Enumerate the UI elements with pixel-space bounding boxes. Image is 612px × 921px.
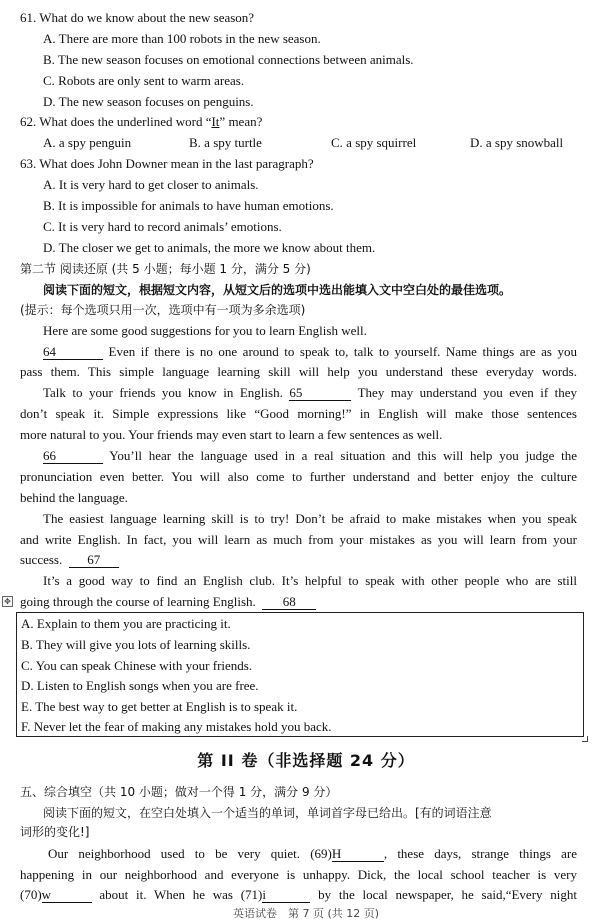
passage-p2-line1: Talk to your friends you know in English. 65 They may understand you even if they bbox=[43, 385, 578, 400]
section2-hint: (提示：每个选项只用一次，选项中有一项为多余选项) bbox=[20, 303, 306, 317]
passage-p1-line2: pass them. This simple language learning skill will help you understand these everyday words. bbox=[20, 364, 577, 379]
passage-p4-line3: success. 67 bbox=[20, 552, 119, 568]
section5-instruction-line2: 词形的变化!] bbox=[20, 825, 90, 839]
part2-heading: 第 II 卷（非选择题 24 分） bbox=[197, 751, 415, 770]
choice-f: F. Never let the fear of making any mistakes hold you back. bbox=[21, 719, 332, 734]
passage-p2-line3: more natural to you. Your friends may even start to learn a few sentences as well. bbox=[20, 427, 443, 442]
q61-option-c: C. Robots are only sent to warm areas. bbox=[43, 73, 245, 88]
q62-options-row bbox=[0, 135, 612, 151]
q63-option-c: C. It is very hard to record animals’ emotions. bbox=[43, 219, 282, 234]
section5-instruction-line1: 阅读下面的短文，在空白处填入一个适当的单词，单词首字母已给出。[有的词语注意 bbox=[43, 806, 492, 820]
page-footer: 英语试卷 第 7 页 (共 12 页) bbox=[232, 907, 380, 920]
q62-option-b: B. a spy turtle bbox=[189, 135, 262, 150]
choice-b: B. They will give you lots of learning skills. bbox=[21, 637, 251, 652]
passage-p2-line2: don’t speak it. Simple expressions like “Good morning!” in English will make those sentences bbox=[20, 406, 577, 421]
section2-instruction: 阅读下面的短文，根据短文内容，从短文后的选项中选出能填入文中空白处的最佳选项。 bbox=[43, 283, 512, 297]
table-resize-corner[interactable] bbox=[582, 736, 588, 742]
cloze-line2: happening in our neighborhood and everyone is unhappy. Dick, the local school teacher is very bbox=[20, 867, 577, 882]
blank-66: 66 bbox=[43, 449, 103, 464]
cloze-line1: Our neighborhood used to be very quiet. (69)H , these days, strange things are bbox=[48, 846, 578, 861]
q62-option-a: A. a spy penguin bbox=[43, 135, 132, 150]
blank-64: 64 bbox=[43, 345, 103, 360]
q61-stem: 61. What do we know about the new season? bbox=[20, 10, 255, 25]
q61-option-d: D. The new season focuses on penguins. bbox=[43, 94, 254, 109]
q62-option-d: D. a spy snowball bbox=[470, 135, 564, 150]
blank-67: 67 bbox=[69, 553, 119, 568]
section2-title: 第二节 阅读还原 (共 5 小题；每小题 1 分，满分 5 分) bbox=[20, 262, 311, 276]
choice-d: D. Listen to English songs when you are free. bbox=[21, 678, 259, 693]
passage-p5-line1: It’s a good way to find an English club. It’s helpful to speak with other people who are still bbox=[43, 573, 577, 588]
cloze-line3: (70)w about it. When he was (71)i by the local newspaper, he said,“Every night bbox=[20, 887, 577, 902]
choice-e: E. The best way to get better at English is to speak it. bbox=[21, 699, 298, 714]
blank-65: 65 bbox=[289, 386, 351, 401]
q62-option-c: C. a spy squirrel bbox=[331, 135, 417, 150]
q63-option-b: B. It is impossible for animals to have human emotions. bbox=[43, 198, 334, 213]
q62-stem: 62. What does the underlined word “It” mean? bbox=[20, 114, 263, 129]
passage-p4-line1: The easiest language learning skill is to try! Don’t be afraid to make mistakes when you speak bbox=[43, 511, 577, 526]
underlined-word: It bbox=[211, 114, 220, 129]
passage-p1-line1: 64 Even if there is no one around to speak to, talk to yourself. Name things are as you bbox=[43, 344, 577, 359]
choice-a: A. Explain to them you are practicing it. bbox=[21, 616, 231, 631]
passage-p3-line3: behind the language. bbox=[20, 490, 128, 505]
blank-69: H bbox=[332, 847, 384, 862]
choices-box bbox=[16, 612, 584, 737]
passage-p3-line2: pronunciation even better. You will also come to further understand and better enjoy the culture bbox=[20, 469, 577, 484]
q61-option-b: B. The new season focuses on emotional connections between animals. bbox=[43, 52, 414, 67]
blank-68: 68 bbox=[262, 595, 316, 610]
q63-stem: 63. What does John Downer mean in the last paragraph? bbox=[20, 156, 314, 171]
passage-p4-line2: and write English. In fact, you will learn as much from your mistakes as you will learn from your bbox=[20, 532, 577, 547]
q63-option-d: D. The closer we get to animals, the more we know about them. bbox=[43, 240, 376, 255]
passage-p5-line2: going through the course of learning English. 68 bbox=[20, 594, 316, 610]
choice-c: C. You can speak Chinese with your friends. bbox=[21, 658, 253, 673]
section5-title: 五、综合填空（共 10 小题；做对一个得 1 分，满分 9 分） bbox=[20, 785, 338, 799]
passage-p3-line1: 66 You’ll hear the language used in a real situation and this will help you judge the bbox=[43, 448, 577, 463]
blank-70: w bbox=[42, 888, 92, 903]
q63-option-a: A. It is very hard to get closer to animals. bbox=[43, 177, 259, 192]
passage-intro: Here are some good suggestions for you to learn English well. bbox=[43, 323, 367, 338]
table-move-handle[interactable]: ✥ bbox=[2, 596, 13, 607]
blank-71: i bbox=[262, 888, 310, 903]
q61-option-a: A. There are more than 100 robots in the new season. bbox=[43, 31, 321, 46]
